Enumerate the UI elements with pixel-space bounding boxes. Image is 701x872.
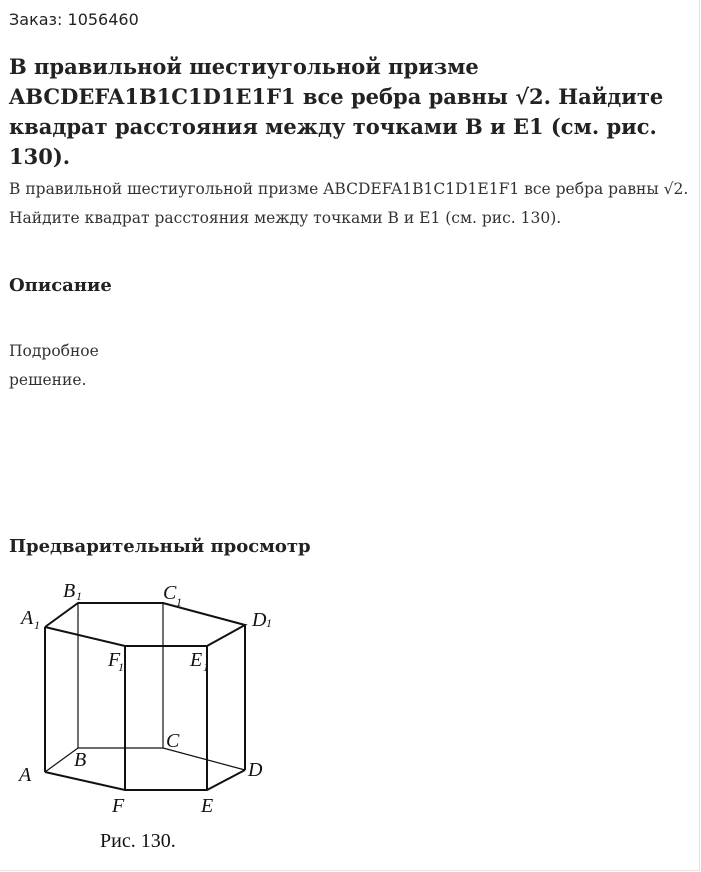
figure-caption: Рис. 130.	[100, 830, 176, 852]
label-A1: A	[21, 607, 34, 629]
bottom-front-edges	[45, 770, 245, 790]
description-heading: Описание	[9, 275, 112, 296]
label-E1-sub: 1	[203, 660, 209, 674]
label-B1-sub: 1	[76, 589, 82, 603]
label-D1-sub: 1	[266, 616, 272, 630]
prism-drawing	[0, 570, 320, 870]
label-D1: D	[252, 609, 267, 631]
label-F1: F	[108, 649, 121, 671]
top-face	[45, 603, 245, 646]
label-C1: C	[163, 582, 177, 604]
page-title: В правильной шестиугольной призме ABCDEFA1B1C1D1E1F1 все ребра равны √2. Найдите квадрат расстояния между точками B и E1 (см. рис. 130).	[9, 54, 664, 169]
label-F1-sub: 1	[118, 660, 124, 674]
label-C: C	[166, 730, 180, 752]
prism-figure	[0, 570, 320, 870]
solution-text: Подробное решение.	[9, 342, 99, 389]
label-B: B	[74, 749, 87, 771]
label-E: E	[201, 795, 214, 817]
label-A: A	[19, 764, 32, 786]
label-B1: B	[63, 580, 76, 602]
label-D: D	[248, 759, 263, 781]
problem-description: В правильной шестиугольной призме ABCDEFA1B1C1D1E1F1 все ребра равны √2. Найдите квадрат расстояния между точками B и E1 (см. рис. 130).	[9, 180, 689, 227]
hidden-edges	[45, 603, 245, 772]
label-E1: E	[190, 649, 203, 671]
order-number: Заказ: 1056460	[9, 10, 139, 29]
label-C1-sub: 1	[176, 595, 182, 609]
label-A1-sub: 1	[34, 618, 40, 632]
preview-heading: Предварительный просмотр	[9, 536, 311, 557]
label-F: F	[112, 795, 125, 817]
